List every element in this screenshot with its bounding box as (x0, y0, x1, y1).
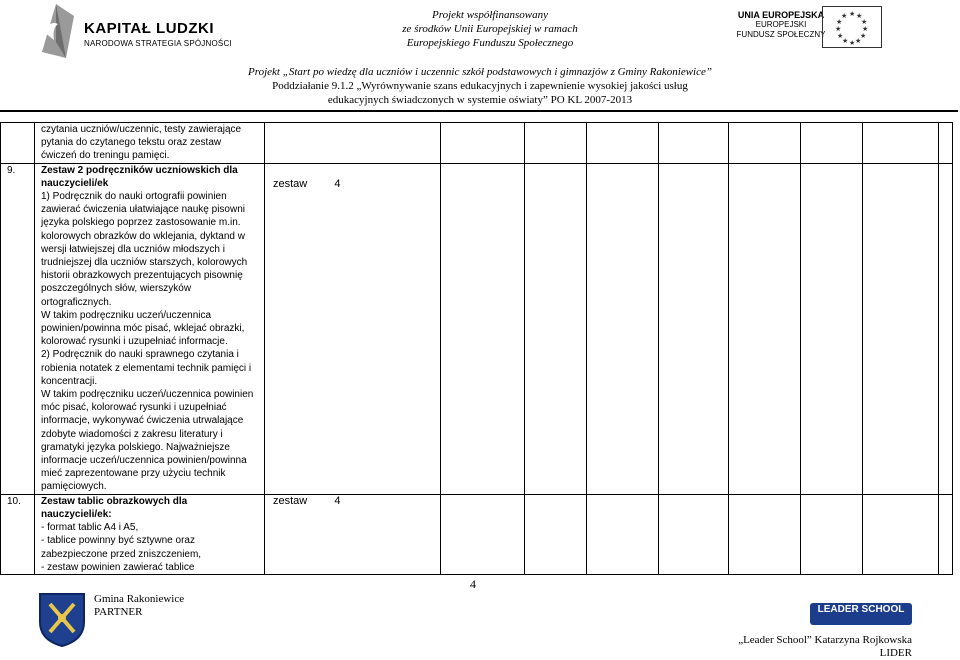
leader-logo-text: LEADER SCHOOL (817, 604, 905, 615)
description-line: gramatyki języka polskiego. Najważniejsze (41, 441, 230, 453)
empty-cell (801, 123, 863, 164)
quantity-value: 4 (334, 494, 341, 507)
empty-cell (939, 494, 953, 574)
project-line: Projekt „Start po wiedzę dla uczniów i uczennic szkół podstawowych i gimnazjów z Gminy Rakoniewice” (248, 66, 712, 78)
description-line: informacje, wykonywać ćwiczenia utrwalające (41, 415, 244, 427)
empty-cell (525, 123, 587, 164)
description-line: robienia notatek z elementami technik pamięci i (41, 362, 252, 374)
cofinance-text (340, 8, 640, 50)
svg-text:★: ★ (849, 10, 856, 18)
svg-text:★: ★ (862, 25, 869, 33)
page-number: 4 (470, 577, 476, 591)
partner-info (94, 593, 184, 619)
row-description (35, 494, 265, 574)
description-line: nauczycieli/ek: (41, 508, 112, 520)
row-unit (265, 494, 441, 574)
eu-flag-icon (822, 6, 882, 48)
svg-text:★: ★ (842, 37, 849, 45)
empty-cell (863, 163, 939, 494)
description-line: ortograficznych. (41, 296, 112, 308)
unit-label: zestaw (273, 177, 308, 190)
description-line: zawierać ćwiczenia ułatwiające naukę pisowni (41, 204, 245, 216)
description-line: informacje uczeń/uczennica powinien/powinna (41, 455, 247, 467)
empty-cell (729, 123, 801, 164)
row-number (1, 123, 35, 164)
description-line: móc pisać, kolorować rysunki i uzupełniać (41, 402, 227, 414)
svg-text:★: ★ (837, 32, 844, 40)
cofinance-line: ze środków Unii Europejskiej w ramach (402, 23, 578, 35)
description-line: zdobyte wiadomości z zakresu literatury i (41, 428, 223, 440)
row-unit (265, 163, 441, 494)
empty-cell (801, 494, 863, 574)
description-line: zabezpieczone przed zniszczeniem, (41, 548, 202, 560)
cofinance-line: Europejskiego Funduszu Społecznego (406, 37, 574, 49)
logo-subtitle: NARODOWA STRATEGIA SPÓJNOŚCI (84, 39, 232, 48)
table-row (1, 163, 953, 494)
logo-title: KAPITAŁ LUDZKI (84, 20, 215, 37)
empty-cell (729, 163, 801, 494)
svg-text:★: ★ (856, 12, 863, 20)
leader-name: „Leader School” Katarzyna Rojkowska (738, 634, 912, 646)
empty-cell (587, 123, 659, 164)
description-line: trudniejszej dla uczniów starszych, kolorowych (41, 257, 248, 269)
row-unit (265, 123, 441, 164)
description-line: 1) Podręcznik do nauki ortografii powinien (41, 191, 227, 203)
description-line: - format tablic A4 i A5, (41, 522, 139, 534)
description-line: Zestaw tablic obrazkowych dla (41, 495, 188, 507)
description-line: - zestaw powinien zawierać tablice (41, 561, 195, 573)
description-line: powinien/powinna móc pisać, wklejać obrazki, (41, 323, 245, 335)
project-line: edukacyjnych świadczonych w systemie oświaty” PO KL 2007-2013 (327, 94, 633, 106)
eu-line: EUROPEJSKI (755, 20, 807, 29)
description-line: W takim podręczniku uczeń/uczennica (41, 309, 212, 321)
row-number: 9. (1, 163, 35, 494)
svg-text:★: ★ (860, 32, 867, 40)
eu-line: UNIA EUROPEJSKA (737, 10, 825, 20)
gmina-coat-of-arms-icon (36, 590, 88, 648)
empty-cell (939, 123, 953, 164)
partner-role: PARTNER (94, 606, 143, 618)
description-line: W takim podręczniku uczeń/uczennica powinien (41, 389, 254, 401)
description-line: kolorowych obrazków do wklejania, dyktand w (41, 230, 245, 242)
empty-cell (939, 163, 953, 494)
leader-role: LIDER (879, 647, 912, 659)
svg-text:★: ★ (841, 12, 848, 20)
empty-cell (659, 163, 729, 494)
description-line: kolorować rysunki i uzupełniać informacje. (41, 336, 228, 348)
description-line: poszczególnych słów, wierszyków (41, 283, 192, 295)
svg-text:★: ★ (835, 25, 842, 33)
leader-info (700, 634, 912, 660)
description-line: historii obrazkowych prezentujących pisownię (41, 270, 243, 282)
description-line: pytania do czytanego tekstu oraz zestaw (41, 137, 222, 149)
header-divider (0, 110, 958, 112)
quantity-value: 4 (334, 177, 341, 190)
svg-text:★: ★ (836, 18, 843, 26)
description-line: języka polskiego poprzez zastosowanie m.in. (41, 217, 241, 229)
svg-text:★: ★ (861, 18, 868, 26)
kapital-ludzki-logo (36, 2, 76, 60)
eu-text (728, 10, 834, 40)
project-title (200, 65, 760, 107)
empty-cell (729, 494, 801, 574)
empty-cell (525, 163, 587, 494)
empty-cell (659, 123, 729, 164)
eu-line: FUNDUSZ SPOŁECZNY (736, 30, 826, 39)
table-row (1, 123, 953, 164)
row-description (35, 123, 265, 164)
description-line: Zestaw 2 podręczników uczniowskich dla (41, 164, 238, 176)
svg-text:★: ★ (849, 39, 856, 47)
empty-cell (801, 163, 863, 494)
description-line: - tablice powinny być sztywne oraz (41, 535, 195, 547)
description-line: mieć zaprezentowane przy użyciu technik (41, 468, 226, 480)
description-line: 2) Podręcznik do nauki sprawnego czytania i (41, 349, 239, 361)
unit-label: zestaw (273, 494, 308, 507)
description-line: czytania uczniów/uczennic, testy zawierające (41, 124, 242, 135)
leader-school-logo (810, 603, 912, 625)
row-description (35, 163, 265, 494)
description-line: nauczycieli/ek (41, 177, 109, 189)
empty-cell (587, 494, 659, 574)
project-line: Poddziałanie 9.1.2 „Wyrównywanie szans edukacyjnych i zapewnienie wysokiej jakości usług (272, 80, 688, 92)
empty-cell (863, 123, 939, 164)
description-line: wersji łatwiejszej dla uczniów młodszych i (41, 243, 225, 255)
empty-cell (441, 163, 525, 494)
empty-cell (441, 494, 525, 574)
row-number: 10. (1, 494, 35, 574)
description-line: ćwiczeń do treningu pamięci. (41, 150, 170, 162)
table-row (1, 494, 953, 574)
partner-name: Gmina Rakoniewice (94, 593, 185, 605)
empty-cell (863, 494, 939, 574)
empty-cell (525, 494, 587, 574)
cofinance-line: Projekt współfinansowany (431, 9, 548, 21)
empty-cell (659, 494, 729, 574)
items-table (0, 122, 953, 575)
description-line: koncentracji. (41, 375, 98, 387)
svg-text:★: ★ (855, 37, 862, 45)
description-line: pamięciowych. (41, 481, 107, 493)
empty-cell (587, 163, 659, 494)
empty-cell (441, 123, 525, 164)
